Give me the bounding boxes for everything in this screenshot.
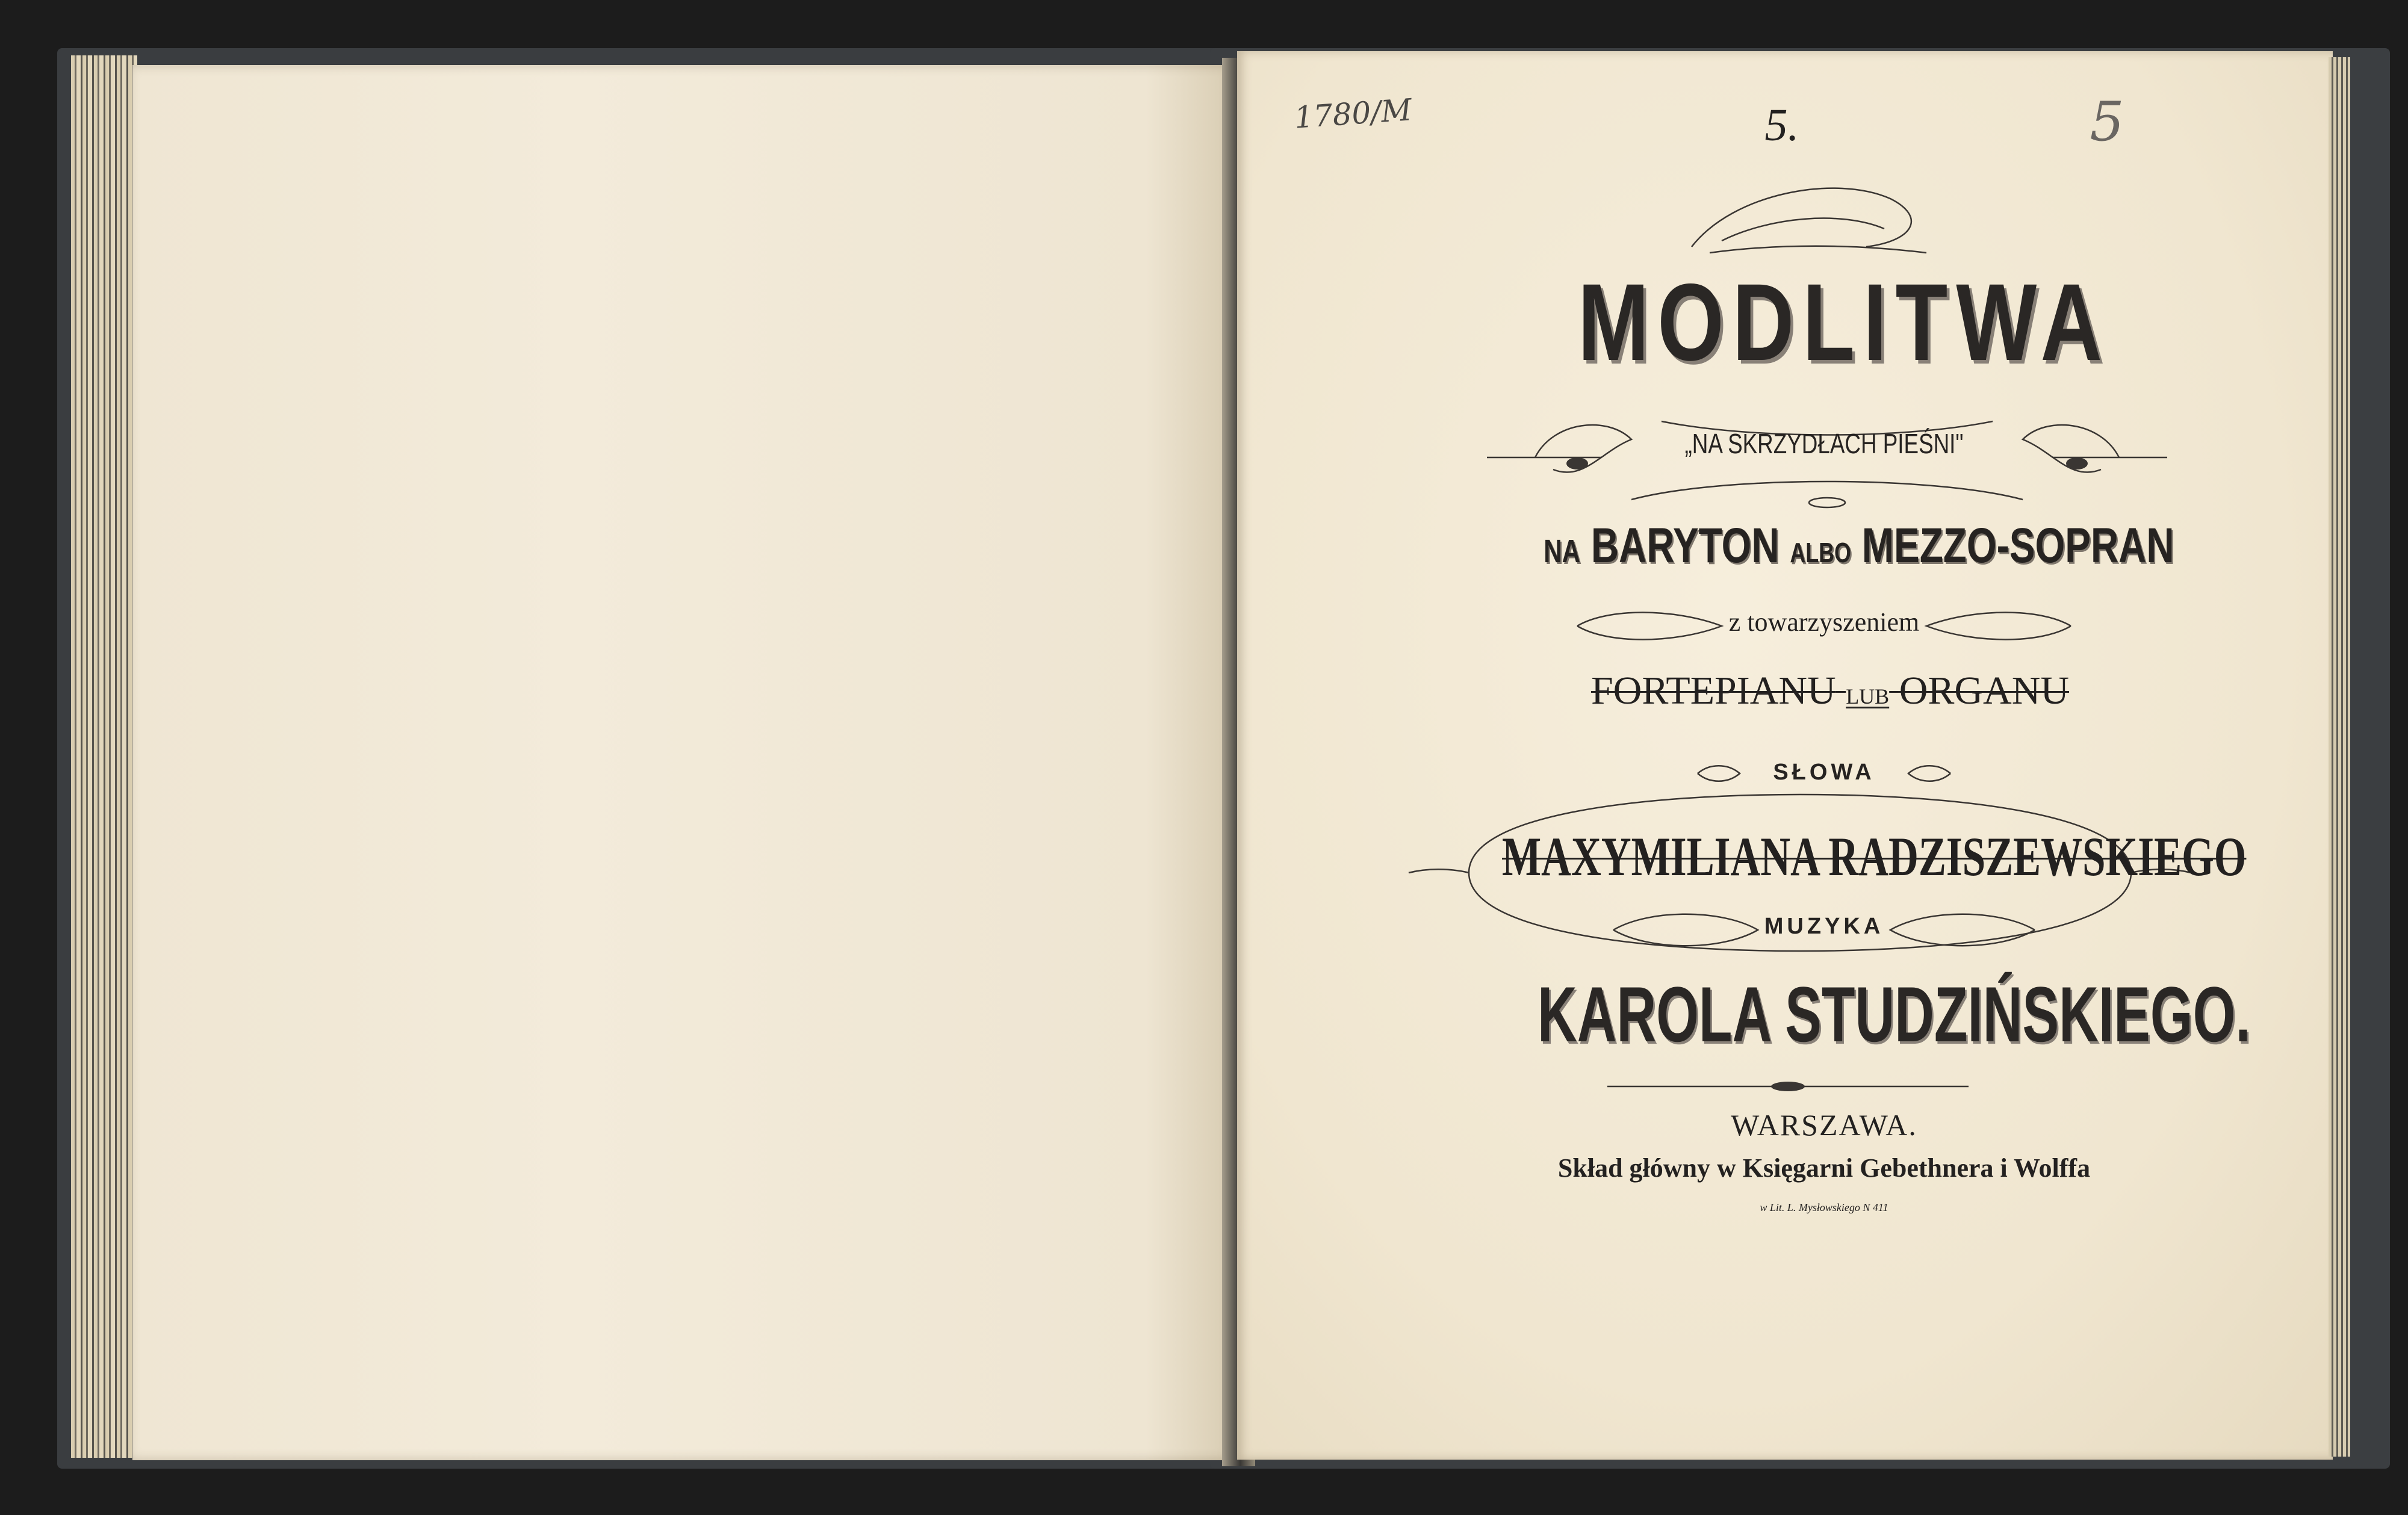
accompaniment-fortepianu: FORTEPIANU [1590,669,1836,713]
subtitle: „NA SKRZYDŁACH PIEŚNI" [1684,428,1964,459]
title-modlitwa: MODLITWA [1578,261,2111,383]
printer-line: w Lit. L. Mysłowskiego N 411 [1760,1201,1888,1213]
voice-line [1544,518,2174,574]
composer: KAROLA STUDZIŃSKIEGO. [1538,970,2251,1058]
top-flourish-ornament [1686,169,1938,259]
words-label: SŁOWA [1773,760,1875,785]
voice-na: NA [1544,533,1581,569]
page-number-pencil: 5 [2090,90,2124,153]
author: MAXYMILIANA RADZISZEWSKIEGO [1502,826,2247,887]
voice-baryton: BARYTON [1590,518,1780,573]
page-edges-right [2329,57,2350,1457]
left-blank-page [132,65,1234,1460]
accompaniment-intro: z towarzyszeniem [1728,607,1920,637]
accompaniment-line [1541,668,2119,714]
accompaniment-lub: LUB [1846,684,1890,708]
subtitle-ornament [1481,403,2173,518]
music-label: MUZYKA [1764,914,1884,939]
catalog-mark: 1780/M [1293,92,1413,135]
voice-albo: ALBO [1790,537,1851,568]
accompaniment-organu: ORGANU [1899,669,2070,713]
city: WARSZAWA. [1731,1108,1917,1142]
voice-mezzo-sopran: MEZZO-SOPRAN [1861,518,2174,573]
page-number-printed: 5. [1764,100,1799,150]
page-edges-left [71,55,137,1458]
publisher: Skład główny w Księgarni Gebethnera i Wolffa [1557,1153,2091,1183]
divider-rule [1601,1077,1975,1095]
